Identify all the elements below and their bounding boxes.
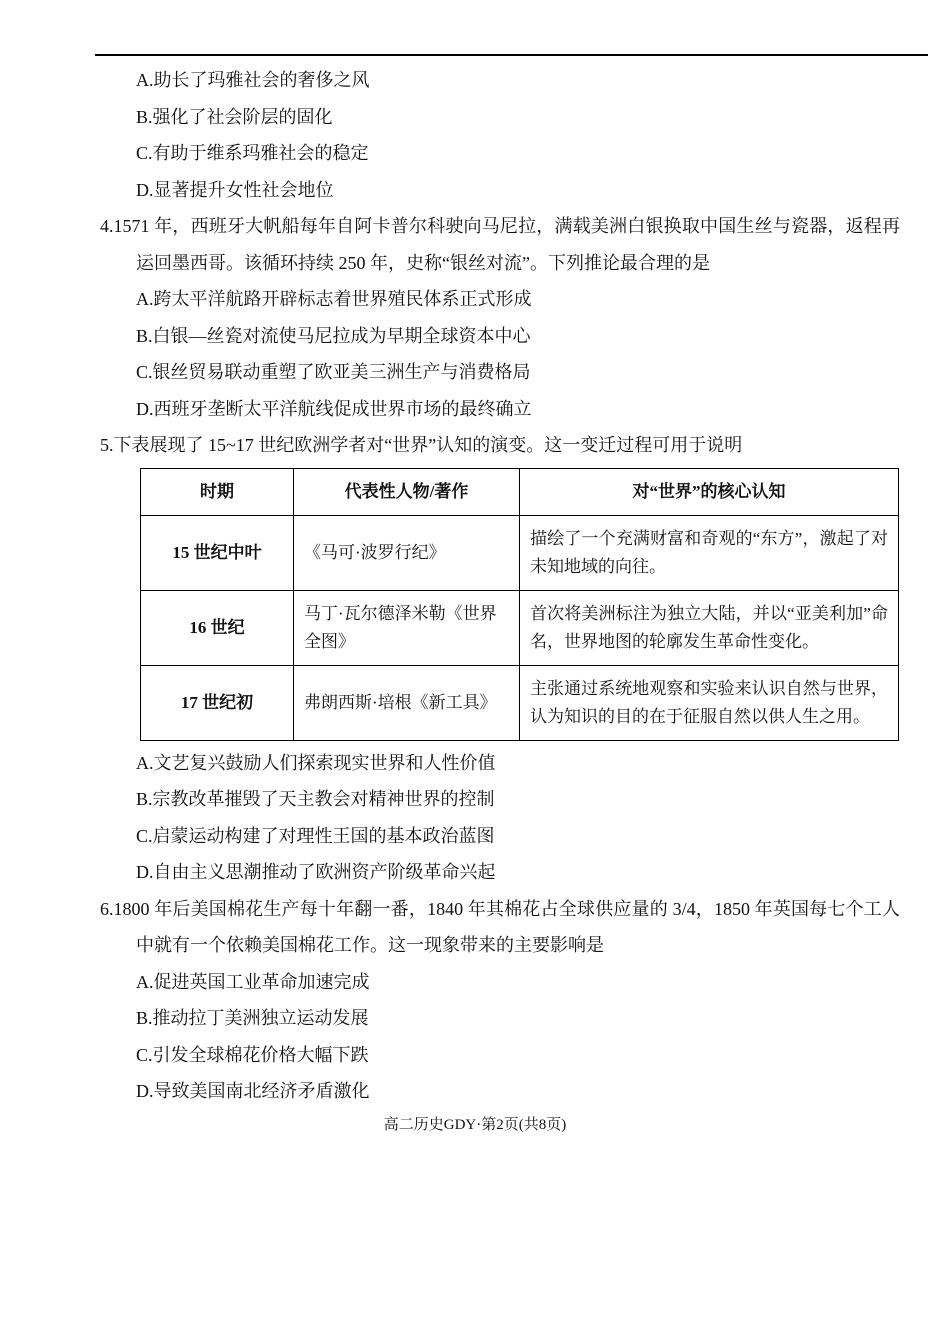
question-5-options: [136, 745, 900, 891]
worldview-evolution-table: [140, 468, 899, 741]
question-5-number: 5.: [100, 435, 114, 455]
question-6-options: [136, 964, 900, 1110]
question-6-stem: [100, 891, 900, 964]
table-cell-cognition: 主张通过系统地观察和实验来认识自然与世界，认为知识的目的在于征服自然以供人生之用。: [520, 665, 899, 740]
question-3-options: [136, 62, 900, 208]
table-cell-period: 15 世纪中叶: [141, 515, 294, 590]
question-4-text: 1571 年，西班牙大帆船每年自阿卡普尔科驶向马尼拉，满载美洲白银换取中国生丝与瓷器，返程再运回墨西哥。该循环持续 250 年，史称“银丝对流”。下列推论最合理的是: [113, 216, 900, 273]
question-5-option-d: D.自由主义思潮推动了欧洲资产阶级革命兴起: [136, 862, 496, 882]
question-3-option-c: C.有助于维系玛雅社会的稳定: [136, 143, 369, 163]
table-cell-period: 17 世纪初: [141, 665, 294, 740]
exam-content: [100, 62, 900, 1110]
question-5: [100, 427, 900, 891]
question-6-number: 6.: [100, 898, 114, 919]
table-header-figure: 代表性人物/著作: [294, 468, 520, 515]
question-4-option-b: B.白银—丝瓷对流使马尼拉成为早期全球资本中心: [136, 325, 531, 346]
question-5-option-b: B.宗教改革摧毁了天主教会对精神世界的控制: [136, 789, 495, 809]
question-4-stem: [100, 208, 900, 281]
question-4-number: 4.: [100, 216, 114, 236]
question-6: [100, 891, 900, 1110]
question-6-option-a: A.促进英国工业革命加速完成: [136, 971, 370, 992]
table-row: [141, 515, 899, 590]
table-header-cognition: 对“世界”的核心认知: [520, 468, 899, 515]
question-6-option-d: D.导致美国南北经济矛盾激化: [136, 1081, 370, 1101]
question-3-option-a: A.助长了玛雅社会的奢侈之风: [136, 70, 370, 90]
question-6-text: 1800 年后美国棉花生产每十年翻一番，1840 年其棉花占全球供应量的 3/4，1850 年英国每七个工人中就有一个依赖美国棉花工作。这一现象带来的主要影响是: [113, 898, 900, 955]
top-divider: [95, 54, 928, 56]
question-6-option-b: B.推动拉丁美洲独立运动发展: [136, 1008, 369, 1028]
question-4: [100, 208, 900, 427]
question-3-option-d: D.显著提升女性社会地位: [136, 179, 334, 200]
question-5-stem: [100, 427, 900, 464]
question-4-option-a: A.跨太平洋航路开辟标志着世界殖民体系正式形成: [136, 289, 532, 309]
question-6-option-c: C.引发全球棉花价格大幅下跌: [136, 1044, 369, 1065]
question-4-options: [136, 281, 900, 427]
question-3-option-b: B.强化了社会阶层的固化: [136, 106, 333, 127]
table-cell-figure: 《马可·波罗行纪》: [294, 515, 520, 590]
table-cell-cognition: 描绘了一个充满财富和奇观的“东方”，激起了对未知地域的向往。: [520, 515, 899, 590]
question-5-option-a: A.文艺复兴鼓励人们探索现实世界和人性价值: [136, 752, 496, 773]
table-row: [141, 665, 899, 740]
table-cell-cognition: 首次将美洲标注为独立大陆，并以“亚美利加”命名，世界地图的轮廓发生革命性变化。: [520, 590, 899, 665]
table-cell-period: 16 世纪: [141, 590, 294, 665]
question-5-option-c: C.启蒙运动构建了对理性王国的基本政治蓝图: [136, 825, 495, 846]
table-header-row: [141, 468, 899, 515]
page-footer: 高二历史GDY·第2页(共8页): [383, 1116, 567, 1133]
table-cell-figure: 马丁·瓦尔德泽米勒《世界全图》: [294, 590, 520, 665]
question-4-option-c: C.银丝贸易联动重塑了欧亚美三洲生产与消费格局: [136, 362, 531, 382]
question-4-option-d: D.西班牙垄断太平洋航线促成世界市场的最终确立: [136, 398, 532, 419]
table-cell-figure: 弗朗西斯·培根《新工具》: [294, 665, 520, 740]
table-row: [141, 590, 899, 665]
table-header-period: 时期: [141, 468, 294, 515]
question-5-text: 下表展现了 15~17 世纪欧洲学者对“世界”认知的演变。这一变迁过程可用于说明: [113, 435, 743, 455]
